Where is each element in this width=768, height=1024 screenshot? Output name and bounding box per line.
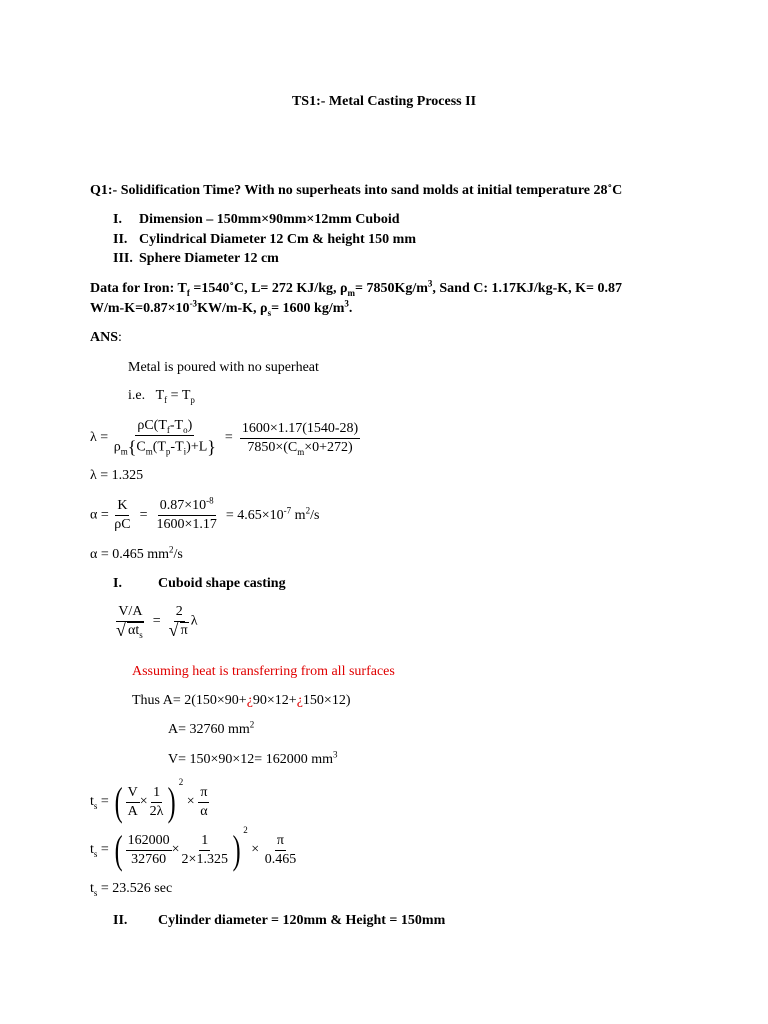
area-expression: Thus A= 2(150×90+¿90×12+¿150×12) (132, 693, 351, 708)
list-item: I. Dimension – 150mm×90mm×12mm Cuboid (113, 212, 400, 227)
ts-result: $t_s = 23.526$ sec (90, 881, 173, 898)
section-heading: II. Cylinder diameter = 120mm & Height = 150mm (113, 913, 446, 928)
lambda-equation: λ = $\frac{\rho C(T_f-T_o)}{\rho_m\{C_m(T_p-T_i)+L\}}$ = $\frac{1600\times 1.17(1540-28)}{7850\times(C_m\times 0+272)}$ (90, 418, 359, 457)
alpha-equation: α = $\frac{K}{\rho C}$ = $\frac{0.87\times 10^{-8}}{1600\times 1.17}$ = $4.65\times 10^{-7}$ $m^2/s$ (90, 495, 320, 532)
answer-ie: i.e. $T_f = T_p$ (128, 388, 195, 405)
iron-data-line-2: $W/m-K=0.87\times 10^{-3}KW/m-K$, $\rho_s= 1600$ $kg/m^3$. (90, 298, 353, 318)
lambda-result: λ = 1.325 (90, 468, 144, 483)
page-title: TS1:- Metal Casting Process II (291, 94, 477, 109)
volume-value: V= 150×90×12= 162000 $mm^3$ (168, 749, 338, 767)
area-value: A= 32760 $mm^2$ (168, 719, 255, 737)
ts-substitution: $t_s$ = ( $\frac{162000}{32760}$ × $\frac{1}{2\times 1.325}$ ) $^2$ × $\frac{\pi}{0.465}$ (90, 825, 297, 872)
ts-formula: $t_s$ = ( $\frac{V}{A}$ × $\frac{1}{2\lambda}$ ) $^2$ × $\frac{\pi}{\alpha}$ (90, 777, 208, 824)
question-heading: Q1:- Solidification Time? With no superheats into sand molds at initial temperature 28˚C (90, 183, 623, 198)
answer-line: Metal is poured with no superheat (128, 360, 319, 375)
list-item: III. Sphere Diameter 12 cm (113, 251, 279, 266)
assumption-note: Assuming heat is transferring from all surfaces (132, 664, 395, 679)
section-heading: I. Cuboid shape casting (113, 576, 286, 591)
list-item: II. Cylindrical Diameter 12 Cm & height 150 mm (113, 232, 416, 247)
iron-data-line-1: Data for Iron: $T_f$ =1540˚C, L= 272 KJ/kg, $\rho_m= 7850Kg/m^3$, Sand C: 1.17KJ/kg-K, K= 0.87 (90, 278, 623, 298)
alpha-result: α = 0.465 $mm^2/s$ (90, 544, 183, 562)
chvorinov-equation: V/A √ $\alpha t_s$ = 2 √ π λ (115, 604, 198, 639)
answer-label: ANS: (90, 330, 122, 345)
